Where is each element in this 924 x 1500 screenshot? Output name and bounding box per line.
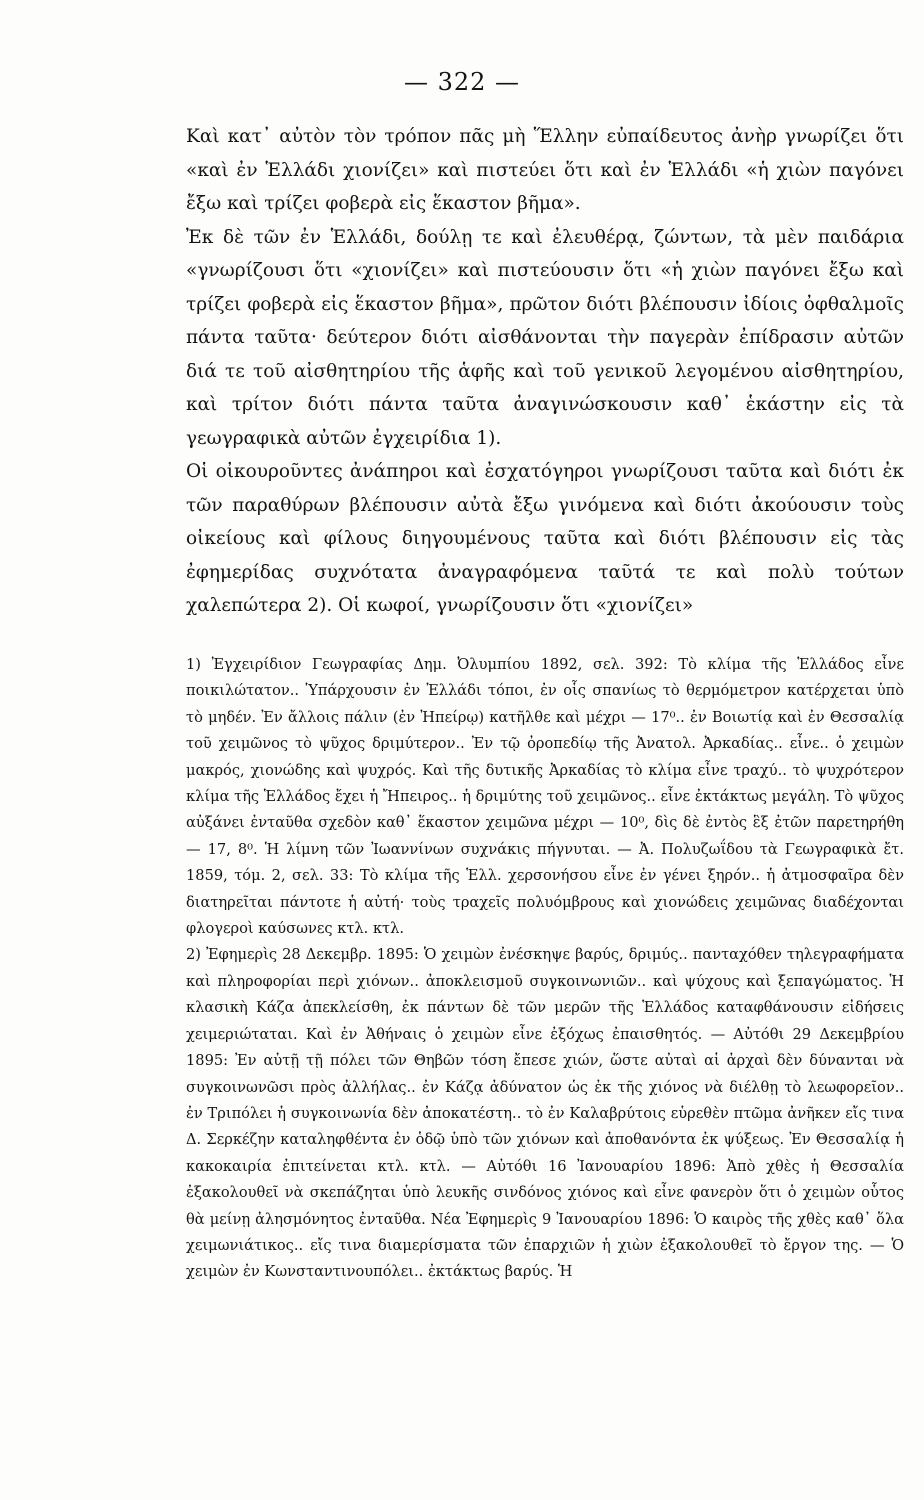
footnote: 1) Ἐγχειρίδιον Γεωγραφίας Δημ. Ὀλυμπίου 1892, σελ. 392: Τὸ κλίμα τῆς Ἑλλάδος εἶνε ποικιλώτατον.. Ὑπάρχουσιν ἐν Ἑλλάδι τόποι, ἐν οἷς σπανίως τὸ θερμόμετρον κατέρχεται ὑπὸ τὸ μηδέν. Ἐν ἄλλοις πάλιν (ἐν Ἠπείρῳ) κατῆλθε καὶ μέχρι — 17⁰.. ἐν Βοιωτίᾳ καὶ ἐν Θεσσαλίᾳ τοῦ χειμῶνος τὸ ψῦχος δριμύτερον.. Ἐν τῷ ὀροπεδίῳ τῆς Ἀνατολ. Ἀρκαδίας.. εἶνε.. ὁ χειμὼν μακρός, χιονώδης καὶ ψυχρός. Καὶ τῆς δυτικῆς Ἀρκαδίας τὸ κλίμα εἶνε τραχύ.. τὸ ψυχρότερον κλίμα τῆς Ἑλλάδος ἔχει ἡ Ἤπειρος.. ἡ δριμύτης τοῦ χειμῶνος.. εἶνε ἐκτάκτως μεγάλη. Τὸ ψῦχος αὐξάνει ἐνταῦθα σχεδὸν καθ᾽ ἕκαστον χειμῶνα μέχρι — 10⁰, δὶς δὲ ἐντὸς ἓξ ἐτῶν παρετηρήθη — 17, 8⁰. Ἡ λίμνη τῶν Ἰωαννίνων συχνάκις πήγνυται. — Ἀ. Πολυζωΐδου τὰ Γεωγραφικὰ ἔτ. 1859, τόμ. 2, σελ. 33: Τὸ κλίμα τῆς Ἑλλ. χερσονήσου εἶνε ἐν γένει ξηρόν.. ἡ ἀτμοσφαῖρα δὲν διατηρεῖται πάντοτε ἡ αὐτή· τοὺς τραχεῖς πολυόμβρους καὶ χιονώδεις χειμῶνας διαδέχονται φλογεροὶ καύσωνες κτλ. κτλ. [186,656,904,938]
paragraph: Καὶ κατ᾽ αὐτὸν τὸν τρόπον πᾶς μὴ Ἕλλην εὐπαίδευτος ἀνὴρ γνωρίζει ὅτι «καὶ ἐν Ἑλλάδι χιονίζει» καὶ πιστεύει ὅτι καὶ ἐν Ἑλλάδι «ἡ χιὼν παγόνει ἔξω καὶ τρίζει φοβερὰ εἰς ἕκαστον βῆμα». [186,126,904,214]
footnotes [186,652,904,1286]
paragraph: Ἐκ δὲ τῶν ἐν Ἑλλάδι, δούλῃ τε καὶ ἐλευθέρᾳ, ζώντων, τὰ μὲν παιδάρια «γνωρίζουσι ὅτι «χιονίζει» καὶ πιστεύουσιν ὅτι «ἡ χιὼν παγόνει ἔξω καὶ τρίζει φοβερὰ εἰς ἕκαστον βῆμα», πρῶτον διότι βλέπουσιν ἰδίοις ὀφθαλμοῖς πάντα ταῦτα· δεύτερον διότι αἰσθάνονται τὴν παγερὰν ἐπίδρασιν αὐτῶν διά τε τοῦ αἰσθητηρίου τῆς ἁφῆς καὶ τοῦ γενικοῦ λεγομένου αἰσθητηρίου, καὶ τρίτον διότι πάντα ταῦτα ἀναγινώσκουσιν καθ᾽ ἑκάστην εἰς τὰ γεωγραφικὰ αὐτῶν ἐγχειρίδια 1). [186,226,904,449]
page-number: — 322 — [403,68,521,96]
footnote: 2) Ἐφημερὶς 28 Δεκεμβρ. 1895: Ὁ χειμὼν ἐνέσκηψε βαρύς, δριμύς.. πανταχόθεν τηλεγραφήματα καὶ πληροφορίαι περὶ χιόνων.. ἀποκλεισμοῦ συγκοινωνιῶν.. καὶ ψύχους καὶ ξεπαγώματος. Ἡ κλασικὴ Κάζα ἀπεκλείσθη, ἐκ πάντων δὲ τῶν μερῶν τῆς Ἑλλάδος καταφθάνουσιν εἰδήσεις χειμεριώταται. Καὶ ἐν Ἀθήναις ὁ χειμὼν εἶνε ἐξόχως ἐπαισθητός. — Αὐτόθι 29 Δεκεμβρίου 1895: Ἐν αὐτῇ τῇ πόλει τῶν Θηβῶν τόση ἔπεσε χιών, ὥστε αὐταὶ αἱ ἀρχαὶ δὲν δύνανται νὰ συγκοινωνῶσι πρὸς ἀλλήλας.. ἐν Κάζᾳ ἀδύνατον ὡς ἐκ τῆς χιόνος νὰ διέλθῃ τὸ λεωφορεῖον.. ἐν Τριπόλει ἡ συγκοινωνία δὲν ἀποκατέστη.. τὸ ἐν Καλαβρύτοις εὑρεθὲν πτῶμα ἀνῆκεν εἴς τινα Δ. Σερκέζην καταληφθέντα ἐν ὁδῷ ὑπὸ τῶν χιόνων καὶ ἀποθανόντα ἐκ ψύξεως. Ἐν Θεσσαλίᾳ ἡ κακοκαιρία ἐπιτείνεται κτλ. κτλ. — Αὐτόθι 16 Ἰανουαρίου 1896: Ἀπὸ χθὲς ἡ Θεσσαλία ἐξακολουθεῖ νὰ σκεπάζηται ὑπὸ λευκῆς σινδόνος χιόνος καὶ εἶνε φανερὸν ὅτι ὁ χειμὼν οὗτος θὰ μείνῃ ἀλησμόνητος ἐνταῦθα. Νέα Ἐφημερὶς 9 Ἰανουαρίου 1896: Ὁ καιρὸς τῆς χθὲς καθ᾽ ὅλα χειμωνιάτικος.. εἴς τινα διαμερίσματα τῶν ἐπαρχιῶν ἡ χιὼν ἐξακολουθεῖ τὸ ἔργον της. — Ὁ χειμὼν ἐν Κωνσταντινουπόλει.. ἐκτάκτως βαρύς. Ἡ [186,946,904,1281]
main-text [186,120,904,623]
paragraph: Οἱ οἰκουροῦντες ἀνάπηροι καὶ ἐσχατόγηροι γνωρίζουσι ταῦτα καὶ διότι ἐκ τῶν παραθύρων βλέπουσιν αὐτὰ ἔξω γινόμενα καὶ διότι ἀκούουσιν τοὺς οἰκείους καὶ φίλους διηγουμένους ταῦτα καὶ διότι βλέπουσιν εἰς τὰς ἐφημερίδας συχνότατα ἀναγραφόμενα ταῦτά τε καὶ πολὺ τούτων χαλεπώτερα 2). Οἱ κωφοί, γνωρίζουσιν ὅτι «χιονίζει» [186,461,904,616]
